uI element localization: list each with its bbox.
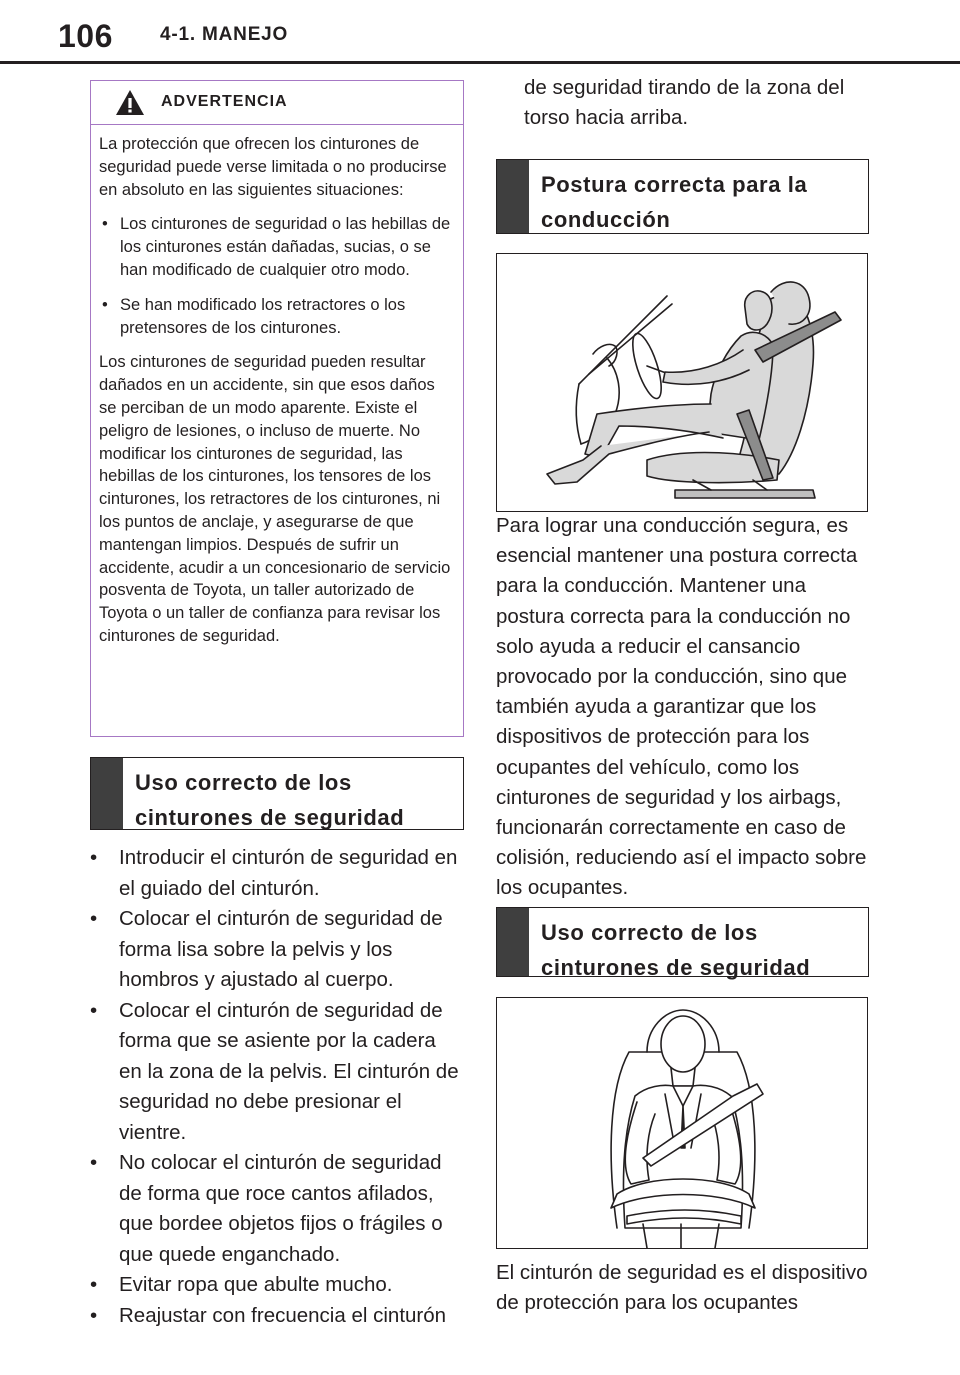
heading-bar — [497, 160, 529, 233]
driver-seat-image — [497, 254, 868, 512]
heading-postura — [496, 159, 869, 234]
list-item: • Colocar el cinturón de seguridad de forma que se asiente por la cadera en la zona de la pelvis. El cinturón de seguridad no debe presionar el vientre. — [90, 996, 460, 1149]
heading-uso-correcto-left — [90, 757, 464, 830]
belt-usage-list — [90, 843, 460, 1331]
warning-intro: La protección que ofrecen los cinturones de seguridad puede verse limitada o no producirse en absoluto en las siguientes situaciones: — [99, 135, 447, 199]
header-rule — [0, 61, 960, 64]
posture-text: Para lograr una conducción segura, es esencial mantener una postura correcta para la conducción. Mantener una postura correcta para la conducción no solo ayuda a reducir el cansancio provocado por la conducción, sino que también ayuda a garantizar que los dispositivos de protección para los ocupantes del vehículo, como los cinturones de seguridad y los airbags, funcionarán correctamente en caso de colisión, reduciendo así el impacto sobre los ocupantes. — [496, 514, 867, 900]
list-item: • Evitar ropa que abulte mucho. — [90, 1270, 460, 1301]
seatbelt-front-illustration — [496, 997, 868, 1249]
heading-text: Postura correcta para la conducción — [541, 172, 808, 232]
warning-closing: Los cinturones de seguridad pueden resultar dañados en un accidente, sin que esos daños se perciban de un modo aparente. Existe el peligro de lesiones, o incluso de muerte. No modificar los cinturones de seguridad, las hebillas de los cinturones, los tensores de los cinturones, los retractores de los cinturones, ni los puntos de anclaje, y asegurarse de que mantengan limpios. Después de sufrir un accidente, acudir a un concesionario de servicio posventa de Toyota, un taller autorizado de Toyota o un taller de confianza para revisar los cinturones de seguridad. — [99, 353, 451, 645]
list-item: • Introducir el cinturón de seguridad en el guiado del cinturón. — [90, 843, 460, 904]
belts-text: El cinturón de seguridad es el dispositivo de protección para los ocupantes — [496, 1261, 868, 1315]
heading-text: Uso correcto de los cinturones de seguridad — [135, 770, 405, 830]
heading-bar — [497, 908, 529, 976]
warning-body — [91, 125, 463, 648]
warning-box — [90, 80, 464, 737]
warning-header — [91, 81, 463, 125]
warning-title: ADVERTENCIA — [161, 93, 288, 110]
driving-posture-illustration — [496, 253, 868, 512]
list-item: • Colocar el cinturón de seguridad de forma lisa sobre la pelvis y los hombros y ajustado al cuerpo. — [90, 904, 460, 996]
section-title: 4-1. MANEJO — [160, 24, 289, 45]
heading-text: Uso correcto de los cinturones de seguridad — [541, 920, 811, 980]
occupant-seatbelt-image — [497, 998, 868, 1249]
list-item: • Reajustar con frecuencia el cinturón — [90, 1301, 460, 1332]
page-header — [0, 0, 960, 54]
warning-list — [99, 213, 451, 339]
heading-bar — [91, 758, 123, 829]
page-number: 106 — [58, 18, 113, 54]
continuation-text: de seguridad tirando de la zona del torso hacia arriba. — [524, 76, 845, 130]
warning-list-item: • Los cinturones de seguridad o las hebillas de los cinturones están dañadas, sucias, o se han modificado de cualquier otro modo. — [99, 213, 451, 281]
heading-uso-correcto-right — [496, 907, 869, 980]
warning-list-item: • Se han modificado los retractores o los pretensores de los cinturones. — [99, 294, 451, 340]
warning-triangle-icon — [115, 88, 145, 118]
list-item: • No colocar el cinturón de seguridad de forma que roce cantos afilados, que bordee objetos fijos o frágiles o que quede enganchado. — [90, 1148, 460, 1270]
